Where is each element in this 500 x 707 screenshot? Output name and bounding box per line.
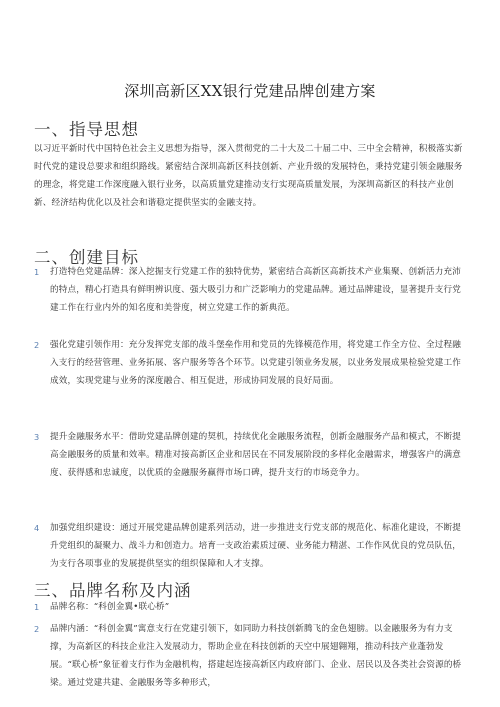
list-number: 3 (34, 432, 40, 442)
brand-item-1 (34, 598, 466, 616)
list-item-text: 品牌内涵：“科创金翼”寓意支行在党建引领下，如同助力科技创新腾飞的金色翅膀。以金融服务为有力支撑，为高新区的科技企业注入发展动力，帮助企业在科技创新的天空中展翅翱翔，推动科技产业蓬勃发展。“联心桥”象征着支行作为金融机构，搭建起连接高新区内政府部门、企业、居民以及各类社会资源的桥梁。通过党建共建、金融服务等多种形式， (50, 624, 462, 689)
guiding-ideology-paragraph (34, 140, 466, 212)
list-item-text: 打造特色党建品牌：深入挖掘支行党建工作的独特优势，紧密结合高新区高新技术产业集聚、创新活力充沛的特点，精心打造具有鲜明辨识度、强大吸引力和广泛影响力的党建品牌。通过品牌建设，显著提升支行党建工作在行业内外的知名度和美誉度，树立党建工作的新典范。 (50, 267, 461, 314)
list-number: 2 (34, 624, 40, 634)
list-number: 1 (34, 602, 40, 612)
section-heading-goals: 二、创建目标 (34, 248, 139, 267)
document-title: 深圳高新区XX银行党建品牌创建方案 (124, 82, 376, 100)
brand-item-2 (34, 620, 466, 692)
goal-item-1 (34, 263, 466, 317)
goal-item-4 (34, 519, 466, 573)
goal-item-3 (34, 428, 466, 482)
paragraph-text: 以习近平新时代中国特色社会主义思想为指导，深入贯彻党的二十大及二十届二中、三中全会精神，积极落实新时代党的建设总要求和组织路线。紧密结合深圳高新区科技创新、产业升级的发展特色，秉持党建引领金融服务的理念，将党建工作深度融入银行业务，以高质量党建推动支行实现高质量发展，为深圳高新区的科技产业创新、经济结构优化以及社会和谐稳定提供坚实的金融支持。 (34, 144, 463, 209)
list-number: 2 (34, 340, 40, 350)
section-heading-brand: 三、品牌名称及内涵 (34, 581, 192, 600)
goal-item-2 (34, 336, 466, 390)
list-item-text: 强化党建引领作用：充分发挥党支部的战斗堡垒作用和党员的先锋模范作用，将党建工作全方位、全过程融入支行的经营管理、业务拓展、客户服务等各个环节。以党建引领业务发展，以业务发展成果检验党建工作成效，实现党建与业务的深度融合、相互促进，形成协同发展的良好局面。 (50, 340, 461, 387)
list-item-text: 品牌名称：“科创金翼•联心桥” (50, 602, 170, 612)
list-number: 1 (34, 267, 40, 277)
section-heading-guiding-ideology: 一、指导思想 (34, 120, 139, 139)
list-number: 4 (34, 523, 40, 533)
list-item-text: 加强党组织建设：通过开展党建品牌创建系列活动，进一步推进支行党支部的规范化、标准化建设，不断提升党组织的凝聚力、战斗力和创造力。培育一支政治素质过硬、业务能力精湛、工作作风优良的党员队伍，为支行各项事业的发展提供坚实的组织保障和人才支撑。 (50, 523, 461, 570)
list-item-text: 提升金融服务水平：借助党建品牌创建的契机，持续优化金融服务流程，创新金融服务产品和模式，不断提高金融服务的质量和效率。精准对接高新区企业和居民在不同发展阶段的多样化金融需求，增强客户的满意度、获得感和忠诚度，以优质的金融服务赢得市场口碑，提升支行的市场竞争力。 (50, 432, 461, 479)
